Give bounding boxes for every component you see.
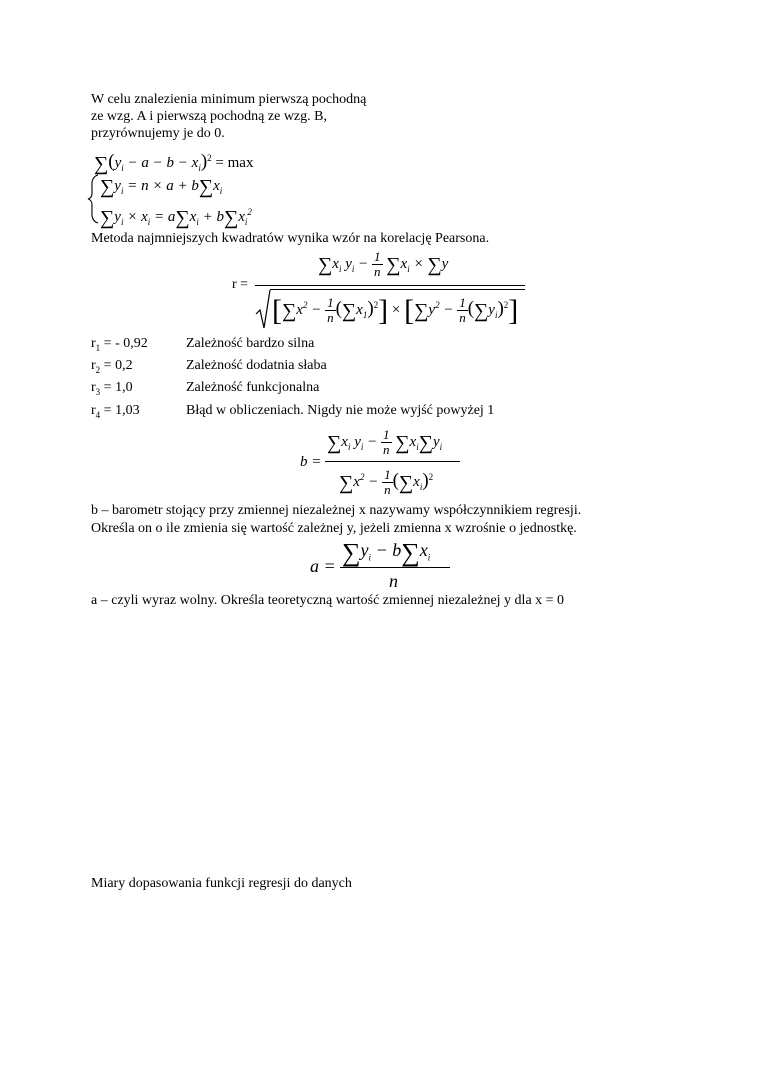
b-description-2: Określa on o ile zmienia się wartość zależnej y, jeżeli zmienna x wzrośnie o jednostkę. (91, 521, 577, 536)
pearson-intro: Metoda najmniejszych kwadratów wynika wzór na korelację Pearsona. (91, 231, 490, 246)
b-denominator: $\sum x^2 - \frac{1}{n}(\sum x_i)^2$ (339, 467, 434, 498)
a-fraction-bar (340, 567, 450, 568)
intro-line-3: przyrównujemy je do 0. (91, 126, 225, 141)
b-label: b = (300, 454, 322, 470)
sqrt-bar (270, 289, 525, 290)
correlation-row-3: $r_3 = 1,0$ Zależność funkcjonalna (91, 380, 320, 397)
left-brace-icon (86, 173, 100, 225)
a-label: a = (310, 556, 336, 576)
correlation-row-2: $r_2 = 0,2$ Zależność dodatnia słaba (91, 358, 327, 375)
pearson-denominator: $[\sum x^2 - \frac{1}{n}(\sum x_1)^2] \times [\sum y^2 - \frac{1}{n}(\sum y_i)^2]$ (272, 294, 519, 327)
pearson-fraction-bar (255, 285, 525, 286)
a-denominator: n (389, 571, 398, 591)
b-fraction-bar (325, 461, 460, 462)
b-description-1: b – barometr stojący przy zmiennej niezależnej x nazywamy współczynnikiem regresji. (91, 503, 582, 518)
intro-line-2: ze wzg. A i pierwszą pochodną ze wzg. B, (91, 109, 327, 124)
section-heading: Miary dopasowania funkcji regresji do danych (91, 876, 352, 891)
r-label: r = (232, 277, 249, 292)
b-numerator: $\sum x_i$ $y_i - \frac{1}{n} \sum x_i\sum y_i$ (327, 427, 443, 457)
correlation-row-1: $r_1$ = - 0,92 Zależność bardzo silna (91, 336, 315, 353)
normal-equation-2: $\sum y_i \times x_i = a\sum x_i + b\sum x_i^2$ (100, 207, 252, 229)
normal-equation-1: $\sum y_i = n \times a + b\sum x_i$ (100, 176, 223, 198)
a-numerator: $\sum y_i - b\sum x_i$ (342, 538, 431, 567)
a-description: a – czyli wyraz wolny. Określa teoretyczną wartość zmiennej niezależnej y dla x = 0 (91, 593, 565, 608)
intro-line-1: W celu znalezienia minimum pierwszą pochodną (91, 92, 367, 107)
equation-sum-squares: $\sum(y_i - a - b - x_i)^2 = \max$ (94, 151, 254, 175)
correlation-row-4: $r_4 = 1,03$ Błąd w obliczeniach. Nigdy nie może wyjść powyżej 1 (91, 403, 495, 420)
pearson-numerator: $\sum x_i$ $y_i - \frac{1}{n} \sum x_i \times \sum y$ (318, 249, 449, 279)
sqrt-icon (255, 288, 271, 330)
